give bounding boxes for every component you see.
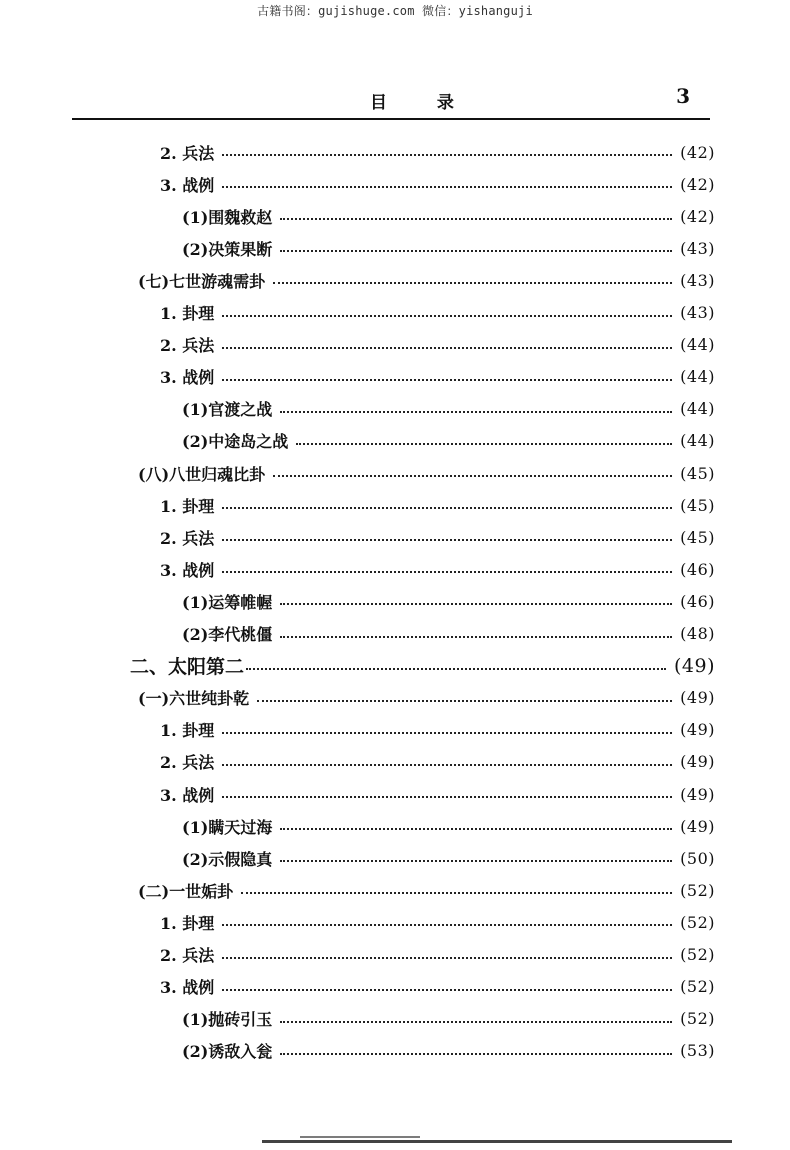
toc-entry-page: (52) <box>680 1009 715 1029</box>
toc-entry-page: (42) <box>680 142 715 162</box>
toc-entry-title: (1)抛砖引玉 <box>182 1010 273 1030</box>
toc-entry-page: (52) <box>680 912 715 932</box>
toc-entry-page: (44) <box>680 367 715 387</box>
toc-entry-page: (45) <box>680 495 715 515</box>
toc-entry <box>160 554 715 584</box>
toc-entry-page: (46) <box>680 591 715 611</box>
toc-entry-page: (43) <box>680 270 715 290</box>
toc-entry-title: (1)瞒天过海 <box>182 817 273 837</box>
toc-entry <box>182 586 715 616</box>
toc-entry <box>182 426 715 456</box>
toc-entry-page: (42) <box>680 206 715 226</box>
dot-leader <box>280 860 672 862</box>
page-header <box>72 86 712 116</box>
toc-entry <box>160 137 715 167</box>
dot-leader <box>222 379 672 381</box>
toc-entry-page: (49) <box>673 654 715 677</box>
toc-entry <box>182 619 715 649</box>
toc-entry <box>182 843 715 873</box>
page-title: 目 录 <box>370 93 476 113</box>
toc-entry <box>182 1036 715 1066</box>
toc-entry-title: (七)七世游魂需卦 <box>138 271 266 291</box>
toc-entry <box>160 940 715 970</box>
dot-leader <box>280 411 672 413</box>
toc-entry <box>160 747 715 777</box>
dot-leader <box>257 700 672 702</box>
scan-artifact <box>262 1140 732 1143</box>
toc-entry-title: (二)一世姤卦 <box>138 881 234 901</box>
toc-entry-title: (一)六世纯卦乾 <box>138 689 250 709</box>
toc-entry-title: 2. 兵法 <box>160 143 215 163</box>
dot-leader <box>280 603 672 605</box>
dot-leader <box>273 475 672 477</box>
toc-entry-page: (49) <box>680 816 715 836</box>
toc-entry-title: 3. 战例 <box>160 560 215 580</box>
toc-entry-title: 1. 卦理 <box>160 496 215 516</box>
dot-leader <box>280 828 672 830</box>
toc-entry <box>160 362 715 392</box>
toc-entry-page: (52) <box>680 880 715 900</box>
dot-leader <box>222 315 672 317</box>
toc-entry-page: (49) <box>680 688 715 708</box>
toc-entry <box>138 875 715 905</box>
page-number: 3 <box>676 84 690 108</box>
dot-leader <box>280 1053 672 1055</box>
toc-entry <box>160 298 715 328</box>
toc-entry <box>160 522 715 552</box>
toc-entry-title: (八)八世归魂比卦 <box>138 464 266 484</box>
toc-entry-title: 2. 兵法 <box>160 946 215 965</box>
toc-entry <box>182 201 715 231</box>
toc-entry <box>182 811 715 841</box>
dot-leader <box>280 250 672 252</box>
toc-entry-page: (49) <box>680 784 715 804</box>
dot-leader <box>222 154 672 156</box>
dot-leader <box>222 924 672 926</box>
toc-entry-title: 3. 战例 <box>160 175 215 195</box>
toc-entry-title: (1)围魏救赵 <box>182 207 273 227</box>
dot-leader <box>246 668 666 670</box>
toc-entry-title: (2)决策果断 <box>182 239 273 259</box>
dot-leader <box>273 282 672 284</box>
dot-leader <box>222 186 672 188</box>
toc-entry <box>160 490 715 520</box>
toc-entry-page: (43) <box>680 238 715 258</box>
toc-entry-title: 3. 战例 <box>160 785 215 805</box>
toc-entry <box>182 394 715 424</box>
dot-leader <box>280 1021 672 1023</box>
toc-entry-page: (52) <box>680 945 715 964</box>
dot-leader <box>222 347 672 349</box>
watermark-text: 古籍书阁：gujishuge.com 微信：yishanguji <box>257 4 533 18</box>
toc-entry <box>160 715 715 745</box>
dot-leader <box>222 507 672 509</box>
dot-leader <box>222 539 672 541</box>
toc-entry <box>138 683 715 713</box>
toc-entry-title: (1)官渡之战 <box>182 400 273 420</box>
toc-entry-page: (50) <box>680 848 715 868</box>
scan-artifact <box>300 1136 420 1138</box>
toc-entry-title: 1. 卦理 <box>160 304 215 323</box>
toc-entry-title: 1. 卦理 <box>160 721 215 741</box>
toc-entry-page: (42) <box>680 174 715 194</box>
toc-entry-title: 1. 卦理 <box>160 913 215 933</box>
dot-leader <box>280 218 672 220</box>
toc-entry <box>138 458 715 488</box>
dot-leader <box>241 892 672 894</box>
toc-entry-page: (44) <box>680 431 715 451</box>
toc-entry-page: (43) <box>680 303 715 322</box>
dot-leader <box>296 443 672 445</box>
dot-leader <box>222 571 672 573</box>
dot-leader <box>222 732 672 734</box>
toc-entry <box>160 330 715 360</box>
toc-entry <box>160 907 715 937</box>
toc-entry-title: (2)示假隐真 <box>182 849 273 869</box>
toc-entry-page: (44) <box>680 335 715 355</box>
dot-leader <box>222 764 672 766</box>
toc-entry-title: (1)运筹帷幄 <box>182 592 273 612</box>
toc-entry-title: (2)诱敌入瓮 <box>182 1042 273 1062</box>
toc-entry-title: 二、太阳第二 <box>130 656 245 679</box>
toc-entry-page: (46) <box>680 559 715 579</box>
dot-leader <box>222 989 672 991</box>
toc-entry-title: 2. 兵法 <box>160 336 215 356</box>
dot-leader <box>222 957 672 959</box>
toc-entry-page: (53) <box>680 1041 715 1061</box>
toc-entry-page: (44) <box>680 399 715 419</box>
toc-entry <box>160 972 715 1002</box>
toc-entry-title: (2)中途岛之战 <box>182 432 289 452</box>
toc-entry <box>138 265 715 295</box>
toc-entry <box>130 651 715 681</box>
toc-entry-title: 2. 兵法 <box>160 528 215 548</box>
toc-entry-page: (48) <box>680 624 715 643</box>
toc-entry-title: 3. 战例 <box>160 978 215 998</box>
dot-leader <box>280 636 672 638</box>
toc-entry-page: (49) <box>680 752 715 772</box>
toc-entry <box>182 233 715 263</box>
toc-entry <box>182 1004 715 1034</box>
dot-leader <box>222 796 672 798</box>
toc-entry <box>160 169 715 199</box>
toc-entry-page: (49) <box>680 720 715 740</box>
toc-entry <box>160 779 715 809</box>
toc-entry-page: (52) <box>680 977 715 997</box>
toc-entry-title: 2. 兵法 <box>160 753 215 773</box>
toc-entry-page: (45) <box>680 463 715 483</box>
header-divider <box>72 118 710 120</box>
toc-entry-title: 3. 战例 <box>160 368 215 388</box>
toc-entry-page: (45) <box>680 527 715 547</box>
toc-entry-title: (2)李代桃僵 <box>182 625 273 644</box>
